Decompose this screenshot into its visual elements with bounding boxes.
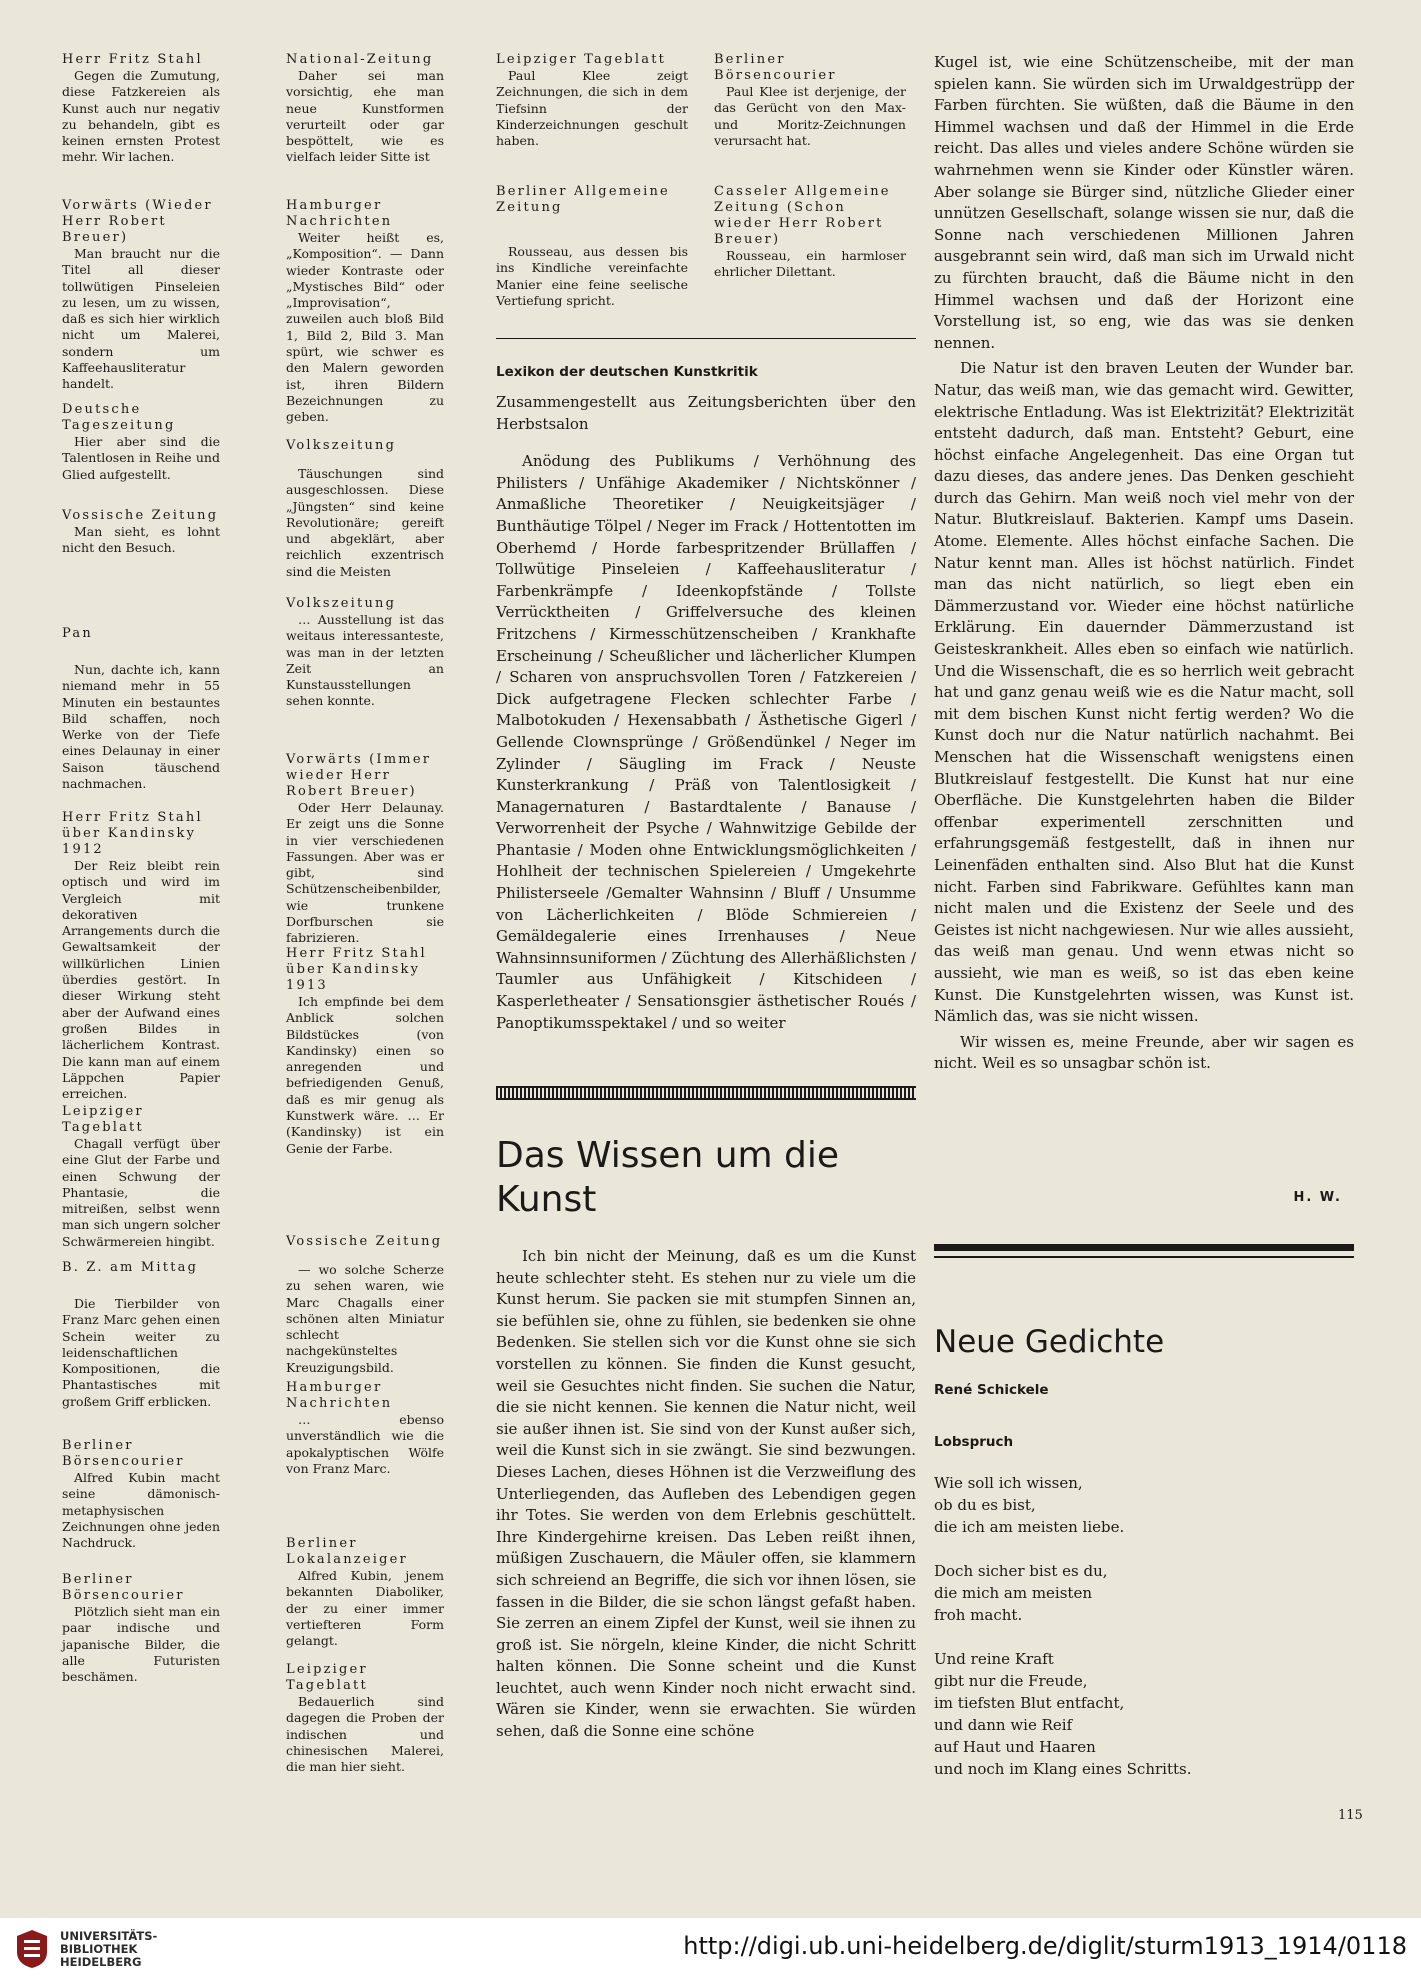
poem-stanza: Wie soll ich wissen, ob du es bist, die ich am meisten liebe. <box>934 1474 1125 1536</box>
quote-text: Paul Klee ist derjenige, der das Gerücht von den Max- und Moritz-Zeichnungen verursacht hat. <box>714 84 906 148</box>
lexikon-text: Anödung des Publikums / Verhöhnung des Philisters / Unfähige Akademiker / Nichtskönner / Anmaßliche Theoretiker / Neuigkeitsjäger / Bunthäutige Tölpel / Neger im Frack / Hottentotten im Oberhemd / Horde farbespritzender Brüllaffen / Tollwütige Pinseleien / Kaffeehausliteratur / Farbenkrämpfe / Ideenkopfstände / Tollste Verrücktheiten / Griffelversuche des kleinen Fritzchens / Kirmesschützenscheiben / Krankhafte Erscheinung / Scheußlicher und lächerlicher Klumpen / Scharen von anspruchsvollen Toren / Fatzkereien / Dick aufgetragene Flecken schlechter Farbe / Malbotokuden / Hexensabbath / Ästhetische Gigerl / Gellende Clownsprünge / Größendünkel / Neger im Zylinder / Säugling im Frack / Neuste Kunsterkrankung / Präß von Talentlosigkeit / Managernaturen / Bastardtalente / Banause / Verworrenheit der Psyche / Wahnwitzige Gebilde der Phantasie / Moden ohne Entwicklungsmöglichkeiten / Hohlheit der technischen Spielereien / Umgekehrte Philisterseele /Gemalter Wahnsinn / Bluff / Unsumme von Lächerlichkeiten / Blöde Schmiereien / Gemäldegalerie eines Irrenhauses / Neue Wahnsinnsuniformen / Züchtung des Allerhäßlichsten / Taumler aus Unfähigkeit / Kitschideen / Kasperletheater / Sensationsgier ästhetischer Roués / Panoptikumsspektakel / und so weiter <box>496 452 916 1032</box>
quote-source: Vorwärts (Wieder Herr Robert Breuer) <box>62 198 213 245</box>
poem-title: Lobspruch <box>934 1434 1014 1450</box>
page-number: 115 <box>1338 1808 1363 1823</box>
quote-source: Leipziger Tageblatt <box>496 52 667 67</box>
quote-source: Casseler Allgemeine Zeitung (Schon wieder Herr Robert Breuer) <box>714 184 891 247</box>
quote-text: Nun, dachte ich, kann niemand mehr in 55 Minuten ein bestauntes Bild schaffen, noch Werke von der Tiefe eines Delaunay in einer Saison täuschend nachmachen. <box>62 662 220 792</box>
poems-author: René Schickele <box>934 1382 1049 1398</box>
essay-text: Ich bin nicht der Meinung, daß es um die Kunst heute schlechter steht. Es stehen nur zu viele um die Kunst herum. Sie packen sie mit stumpfen Sinnen an, sie befühlen sie, ohne zu fühlen, sie bedenken sie ohne Bedenken. Sie stellen sich vor die Kunst ohne sie sich vorstellen zu können. Sie finden die Kunst gesucht, weil sie Gesuchtes nicht finden. Sie suchen die Natur, die sie nicht kennen. Sie kennen die Natur nicht, weil sie außer ihnen ist. Sie sind von der Kunst außer sich, weil die Kunst sich in sie zwängt. Sie sind bezwungen. Dieses Lachen, dieses Höhnen ist die Verzweiflung des Unterliegenden, das Aufleben des Lebendigen gegen ihr Totes. Sie werden von dem Erlebnis geschüttelt. Ihre Kindergehirne kreisen. Das Leben reißt ihnen, müßigen Zuschauern, die Mäuler offen, sie klammern sich schreiend an Begriffe, die sich vor ihnen lösen, sie fassen in die Bilder, die sie schon längst gefaßt haben. Sie zerren an einem Zipfel der Kunst, weil sie ihnen zu groß ist. Sie nörgeln, kleine Kinder, die nicht Schritt halten können. Die Sonne scheint und die Kunst leuchtet, auch wenn Kinder noch nicht erwacht sind. Wären sie Kinder, wenn sie erwachten. Sie würden sehen, daß die Sonne eine schöne <box>496 1247 916 1741</box>
quote-text: Daher sei man vorsichtig, ehe man neue Kunstformen verurteilt oder gar bespöttelt, wie es vielfach leider Sitte ist <box>286 68 444 165</box>
library-footer <box>0 1918 1421 1978</box>
quote-source: Herr Fritz Stahl über Kandinsky 1913 <box>286 946 427 993</box>
quote-block <box>286 1234 444 1376</box>
quote-block <box>62 1260 220 1410</box>
poem-stanza: Doch sicher bist es du, die mich am meisten froh macht. <box>934 1562 1108 1624</box>
quote-text: Ich empfinde bei dem Anblick solchen Bildstückes (von Kandinsky) einen so anregenden und befriedigenden Genuß, daß es mir genug als Kunstwerk wäre. … Er (Kandinsky) ist ein Genie der Farbe. <box>286 994 444 1156</box>
quote-block <box>286 596 444 710</box>
essay-continuation <box>934 52 1354 1075</box>
poems-section <box>934 1320 1354 1802</box>
quote-text: Plötzlich sieht man ein paar indische und japanische Bilder, die alle Futuristen beschämen. <box>62 1604 220 1685</box>
quote-block <box>62 1572 220 1685</box>
author-signature: H. W. <box>1293 1190 1342 1205</box>
quote-source: Berliner Lokalanzeiger <box>286 1536 408 1567</box>
quote-source: Hamburger Nachrichten <box>286 198 393 229</box>
quote-text: Hier aber sind die Talentlosen in Reihe und Glied aufgestellt. <box>62 434 220 482</box>
essay-text: Kugel ist, wie eine Schützenscheibe, mit der man spielen kann. Sie würden sich im Urwaldgestrüpp der Farben fürchten. Sie wüßten, daß die Bäume in den Himmel wachsen und daß der Himmel in die Erde reicht. Das alles und vieles andere Schöne würden sie wahrnehmen wenn sie Kinder oder Künstler wären. Aber solange sie Bürger sind, nützliche Glieder einer unnützen Gesellschaft, solange wissen sie nur, daß die Sonne nach verschiedenen Millionen Jahren ausgebrannt sein wird, daß man sich im Urwald nicht zu fürchten braucht, daß die Bäume nicht in den Himmel wachsen und daß der Horizont eine Vorstellung ist, so eng, wie das was sie denken nennen. <box>934 53 1354 352</box>
quote-text: Alfred Kubin macht seine dämonisch-metaphysischen Zeichnungen ohne jeden Nachdruck. <box>62 1470 220 1551</box>
quote-source: Herr Fritz Stahl <box>62 52 203 67</box>
quote-block <box>286 52 444 166</box>
quote-block <box>62 1104 220 1250</box>
quote-block <box>62 52 220 166</box>
quote-block <box>286 198 444 426</box>
quote-source: National-Zeitung <box>286 52 434 67</box>
quote-block <box>62 402 220 483</box>
quote-block <box>286 1380 444 1477</box>
quote-block <box>286 1536 444 1649</box>
quote-source: Vossische Zeitung <box>286 1234 443 1249</box>
quote-text: Rousseau, ein harmloser ehrlicher Dilettant. <box>714 248 906 280</box>
quote-block <box>62 1438 220 1551</box>
thick-divider-top <box>934 1244 1354 1251</box>
quote-text: … ebenso unverständlich wie die apokalyptischen Wölfe von Franz Marc. <box>286 1412 444 1476</box>
quote-block <box>496 52 688 149</box>
divider-rule <box>496 338 916 339</box>
quote-text: Die Tierbilder von Franz Marc gehen einen Schein weiter zu leidenschaftlichen Kompositionen, die Phantastisches mit großem Griff erblicken. <box>62 1296 220 1409</box>
quote-block <box>286 438 444 580</box>
lexikon-heading: Lexikon der deutschen Kunstkritik <box>496 364 758 380</box>
essay-section <box>496 1134 916 1743</box>
quote-source: B. Z. am Mittag <box>62 1260 199 1275</box>
institution-name: UNIVERSITÄTS- BIBLIOTHEK HEIDELBERG <box>60 1929 158 1969</box>
quote-source: Leipziger Tageblatt <box>62 1104 144 1135</box>
quote-text: Täuschungen sind ausgeschlossen. Diese „Jüngsten“ sind keine Revolutionäre; gereift und abgeklärt, aber reichlich exzentrisch sind die Meisten <box>286 466 444 579</box>
university-seal-icon <box>14 1928 50 1970</box>
quote-source: Deutsche Tageszeitung <box>62 402 176 433</box>
lexikon-section <box>496 364 916 1034</box>
quote-block <box>62 508 220 557</box>
quote-text: Oder Herr Delaunay. Er zeigt uns die Sonne in vier verschiedenen Fassungen. Aber was er gibt, sind Schützenscheibenbilder, wie trunkene Dorfburschen sie fabrizieren. <box>286 800 444 946</box>
quote-block <box>62 198 220 393</box>
quote-text: Man braucht nur die Titel all dieser tollwütigen Pinseleien zu lesen, um zu wissen, daß es sich hier wirklich nicht um Malerei, sondern um Kaffeehausliteratur handelt. <box>62 246 220 392</box>
quote-source: Berliner Börsencourier <box>62 1438 185 1469</box>
quote-source: Pan <box>62 626 93 641</box>
quote-source: Volkszeitung <box>286 596 397 611</box>
quote-text: Der Reiz bleibt rein optisch und wird im Vergleich mit dekorativen Arrangements durch die Gewaltsamkeit der willkürlichen Linien überdies gestört. In dieser Wirkung steht aber der Aufwand eines großen Bildes in lächerlichem Kontrast. Die kann man auf einem Läppchen Papier erreichen. <box>62 858 220 1102</box>
essay-text: Wir wissen es, meine Freunde, aber wir sagen es nicht. Weil es so unsagbar schön ist. <box>934 1032 1354 1073</box>
quote-source: Hamburger Nachrichten <box>286 1380 393 1411</box>
quote-text: — wo solche Scherze zu sehen waren, wie Marc Chagalls einer schönen alten Miniatur schlecht nachgekünsteltes Kreuzigungsbild. <box>286 1262 444 1375</box>
quote-source: Vossische Zeitung <box>62 508 219 523</box>
quote-source: Berliner Börsencourier <box>714 52 837 83</box>
quote-source: Herr Fritz Stahl über Kandinsky 1912 <box>62 810 203 857</box>
quote-block <box>286 1662 444 1775</box>
quote-source: Vorwärts (Immer wieder Herr Robert Breuer) <box>286 752 432 799</box>
essay-text: Die Natur ist den braven Leuten der Wunder bar. Natur, das weiß man, wie das gemacht wird. Gewitter, elektrische Entladung. Was ist Elektrizität? Elektrizität entsteht dadurch, daß man. Entsteht? Geburt, eine höchst einfache Angelegenheit. Das eine Organ tut dazu dieses, das andere jenes. Das Denken geschieht durch das Gehirn. Man weiß noch viel mehr von der Natur. Blutkreislauf. Bakterien. Kampf ums Dasein. Atome. Elemente. Alles höchst einfache Sachen. Die Natur kennt man. Alles ist höchst natürlich. Findet man das nicht natürlich, so liegt eben ein Dämmerzustand vor. Wieder eine höchst natürliche Erklärung. Ein dauernder Dämmerzustand ist Geisteskrankheit. Alles eben so einfach wie natürlich. Und die Wissenschaft, die es so herrlich weit gebracht hat und ganz genau weiß wie es die Natur macht, soll mit dem bischen Kunst nicht fertig werden? Wo die Kunst doch nur die Natur natürlich nachahmt. Bei Menschen hat die Wissenschaft wenigstens einen Blutkreislauf festgestellt. Die Kunst hat nur eine Oberfläche. Die Kunstgelehrten haben die Bilder offenbar experimentell zerschnitten und erfahrungsgemäß festgestellt, daß in ihnen nur Leinenfäden enthalten sind. Also Blut hat die Kunst nicht. Farben sind Fabrikware. Gefühltes kann man nicht malen und die Existenz der Seele und des Geistes ist nicht nachgewiesen. Nur wie alles aussieht, das weiß man genau. Und wenn etwas nicht so aussieht, wie man es weiß, so ist das eben keine Kunst. Die Kunstgelehrten wissen, was Kunst ist. Nämlich das, was sie nicht wissen. <box>934 359 1354 1026</box>
quote-text: Paul Klee zeigt Zeichnungen, die sich in dem Tiefsinn der Kinderzeichnungen geschult haben. <box>496 68 688 149</box>
quote-source: Berliner Börsencourier <box>62 1572 185 1603</box>
quote-block <box>714 184 906 281</box>
quote-text: Man sieht, es lohnt nicht den Besuch. <box>62 524 220 556</box>
quote-text: … Ausstellung ist das weitaus interessanteste, was man in der letzten Zeit an Kunstausstellungen sehen konnte. <box>286 612 444 709</box>
quote-source: Leipziger Tageblatt <box>286 1662 368 1693</box>
quote-block <box>286 752 444 947</box>
essay-title: Das Wissen um die Kunst <box>496 1135 840 1220</box>
quote-block <box>496 184 688 309</box>
lexikon-subtitle: Zusammengestellt aus Zeitungsberichten über den Herbstsalon <box>496 393 916 433</box>
source-url[interactable]: http://digi.ub.uni-heidelberg.de/diglit/sturm1913_1914/0118 <box>683 1932 1407 1960</box>
quote-text: Alfred Kubin, jenem bekannten Diaboliker, der zu einer immer vertiefteren Form gelangt. <box>286 1568 444 1649</box>
quote-block <box>62 626 220 792</box>
quote-text: Rousseau, aus dessen bis ins Kindliche vereinfachte Manier eine feine seelische Vertiefung spricht. <box>496 244 688 308</box>
quote-text: Gegen die Zumutung, diese Fatzkereien als Kunst auch nur negativ zu behandeln, gibt es keinen ernsten Protest mehr. Wir lachen. <box>62 68 220 165</box>
quote-text: Bedauerlich sind dagegen die Proben der indischen und chinesischen Malerei, die man hier sieht. <box>286 1694 444 1775</box>
quote-text: Chagall verfügt über eine Glut der Farbe und einen Schwung der Phantasie, die mitreißen, selbst wenn man sich ungern solcher Schwärmereien hingibt. <box>62 1136 220 1249</box>
thick-divider-bottom <box>934 1256 1354 1258</box>
quote-source: Volkszeitung <box>286 438 397 453</box>
quote-block <box>714 52 906 149</box>
hatched-divider <box>496 1086 916 1100</box>
poem-body <box>934 1472 1354 1780</box>
quote-text: Weiter heißt es, „Komposition“. — Dann wieder Kontraste oder „Mystisches Bild“ oder „Improvisation“, zuweilen auch bloß Bild 1, Bild 2, Bild 3. Man spürt, wie schwer es den Malern geworden ist, ihren Bildern Bezeichnungen zu geben. <box>286 230 444 425</box>
poems-title: Neue Gedichte <box>934 1324 1165 1360</box>
quote-block <box>286 946 444 1157</box>
quote-source: Berliner Allgemeine Zeitung <box>496 184 670 215</box>
quote-block <box>62 810 220 1102</box>
poem-stanza: Und reine Kraft gibt nur die Freude, im tiefsten Blut entfacht, und dann wie Reif auf Haut und Haaren und noch im Klang eines Schritts. <box>934 1650 1192 1778</box>
